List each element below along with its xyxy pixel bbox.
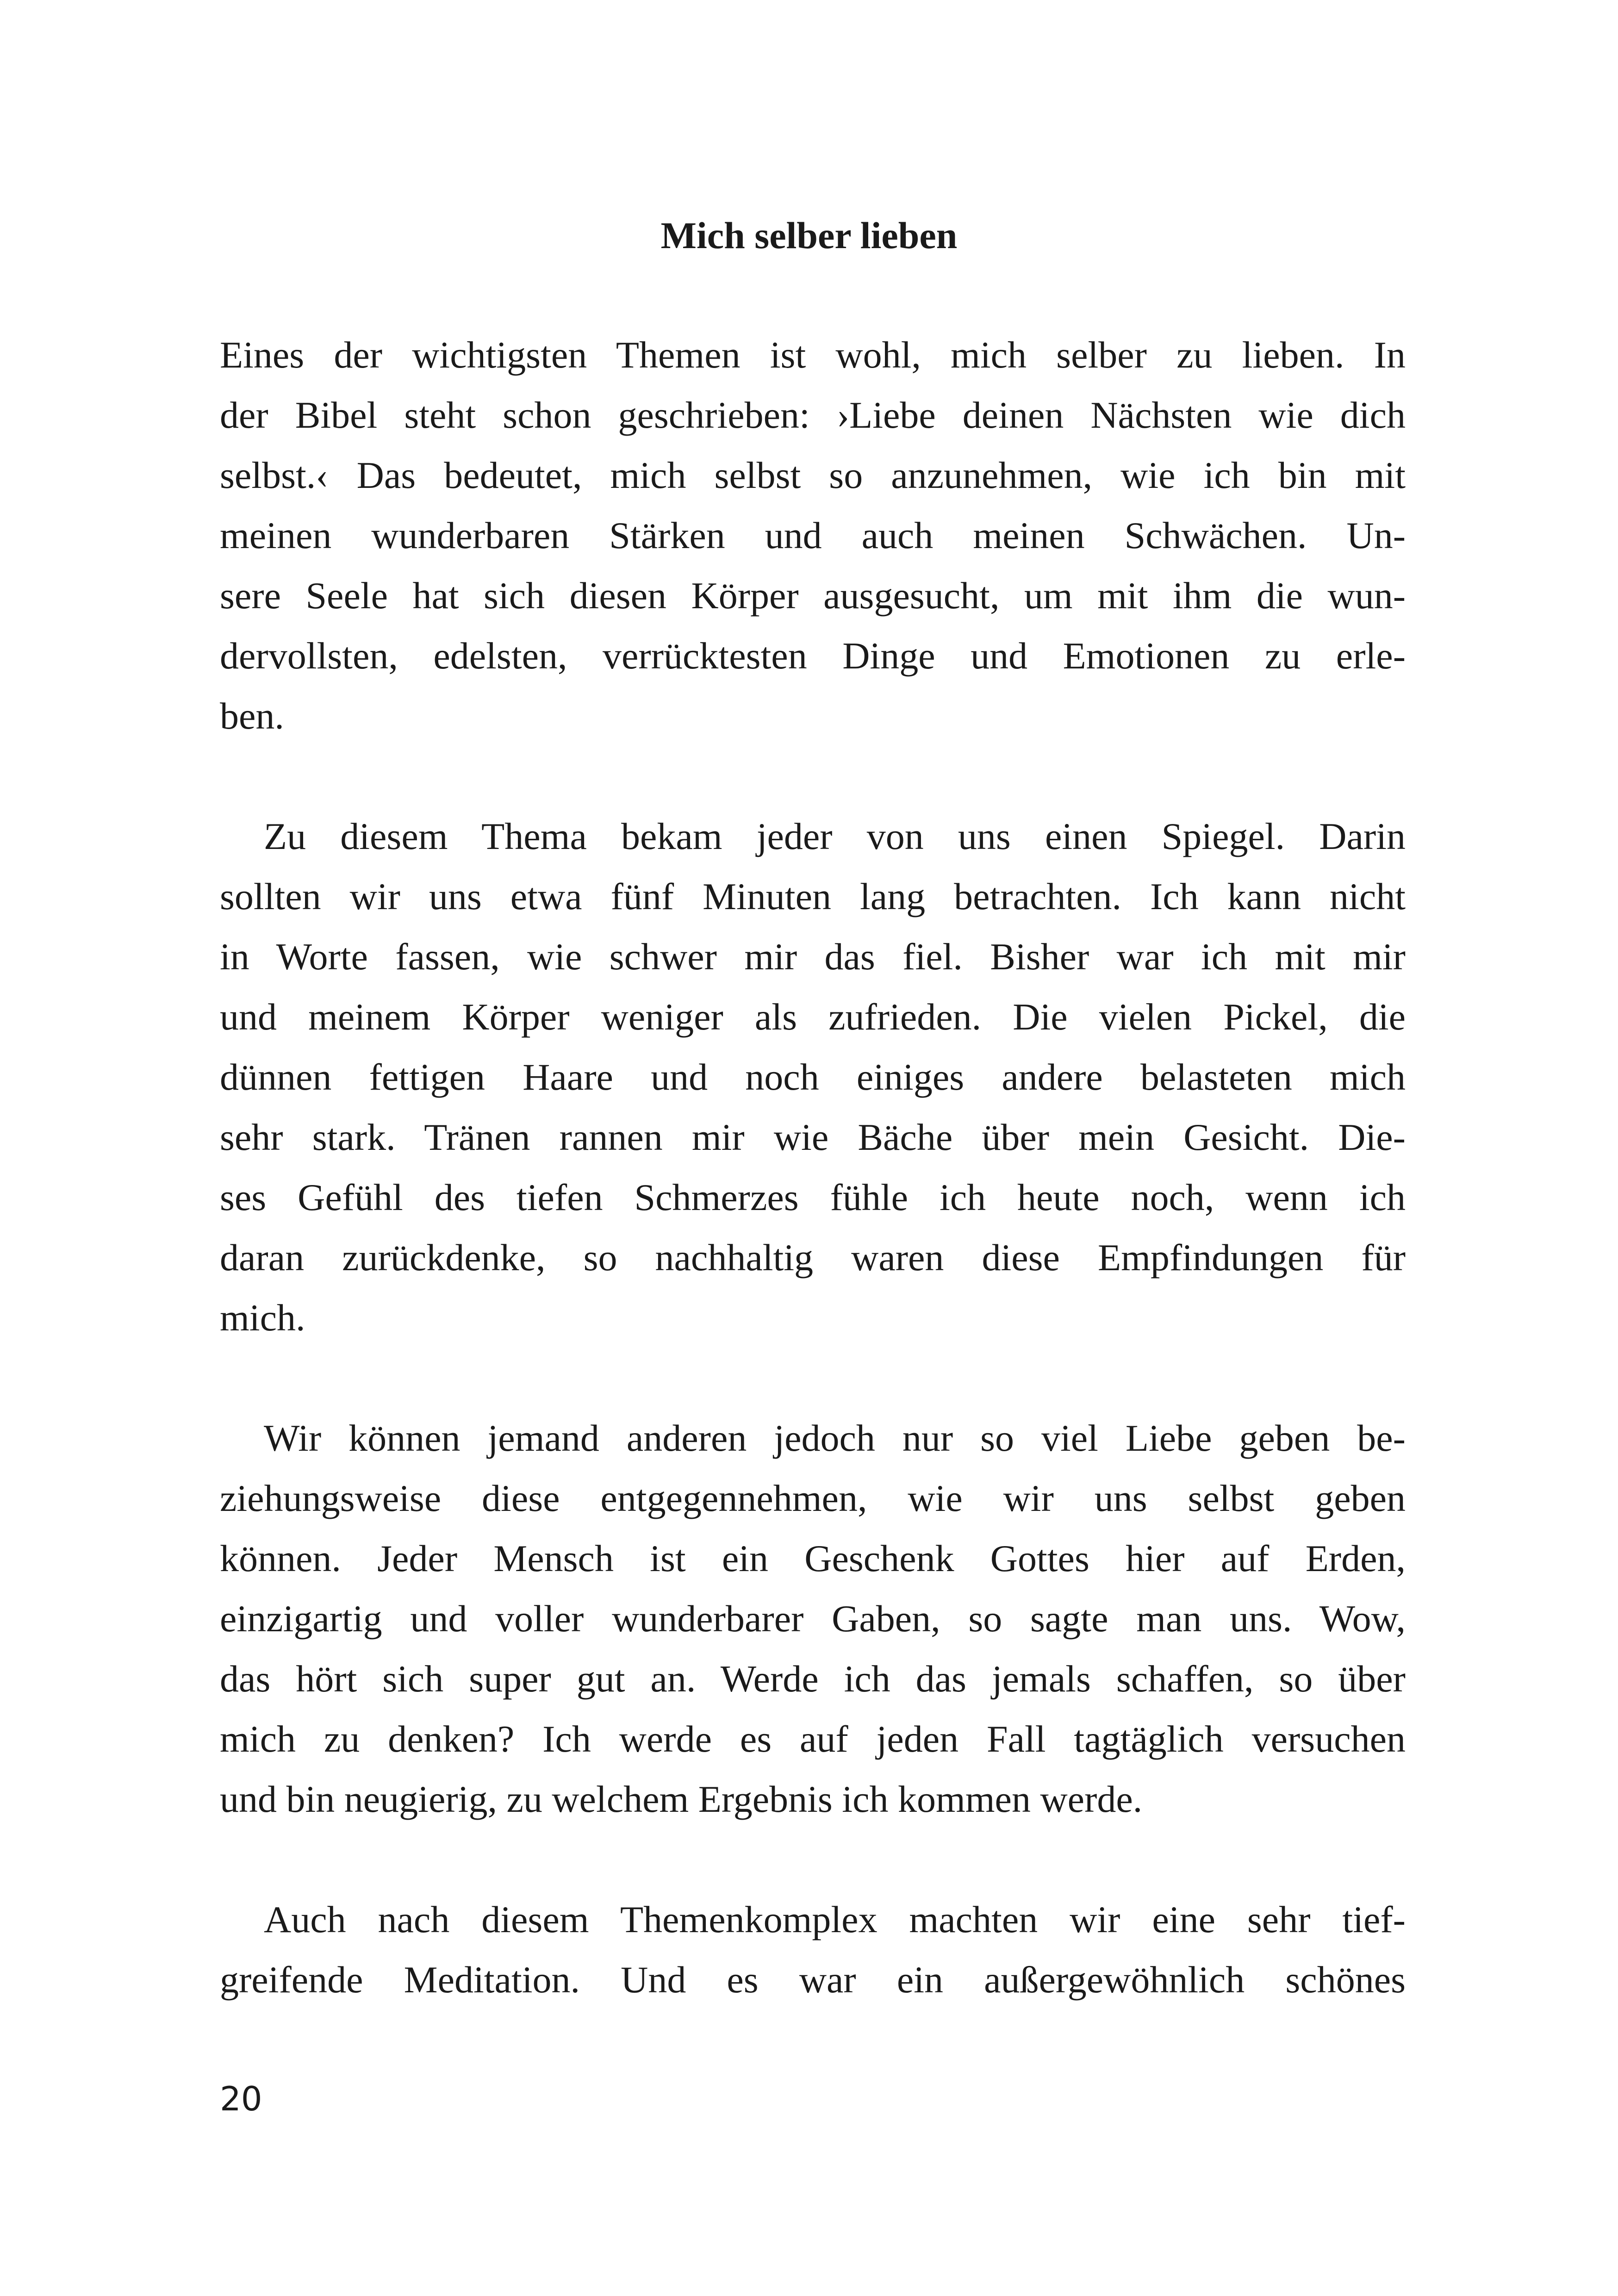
text-line: Auch nach diesem Themenkomplex machten wir eine sehr tief- <box>264 1898 1406 1940</box>
text-line: greifende Meditation. Und es war ein außergewöhnlich schönes <box>220 1959 1406 2001</box>
text-line: sere Seele hat sich diesen Körper ausgesucht, um mit ihm die wun- <box>220 574 1406 617</box>
text-line: ben. <box>220 695 284 737</box>
text-line: meinen wunderbaren Stärken und auch meinen Schwächen. Un- <box>220 514 1406 556</box>
text-line: daran zurückdenke, so nachhaltig waren diese Empfindungen für <box>220 1236 1406 1279</box>
text-line: und bin neugierig, zu welchem Ergebnis ich kommen werde. <box>220 1778 1143 1820</box>
text-line: dervollsten, edelsten, verrücktesten Dinge und Emotionen zu erle- <box>220 635 1406 677</box>
text-line: Zu diesem Thema bekam jeder von uns einen Spiegel. Darin <box>264 815 1406 857</box>
text-line: der Bibel steht schon geschrieben: ›Liebe deinen Nächsten wie dich <box>220 394 1406 436</box>
page-number: 20 <box>220 2079 262 2118</box>
text-line: mich. <box>220 1297 305 1339</box>
text-line: und meinem Körper weniger als zufrieden. Die vielen Pickel, die <box>220 996 1406 1038</box>
chapter-title: Mich selber lieben <box>660 214 958 256</box>
text-line: dünnen fettigen Haare und noch einiges andere belasteten mich <box>220 1056 1406 1098</box>
text-line: sollten wir uns etwa fünf Minuten lang betrachten. Ich kann nicht <box>220 875 1406 917</box>
text-line: sehr stark. Tränen rannen mir wie Bäche über mein Gesicht. Die- <box>220 1116 1406 1158</box>
text-line: das hört sich super gut an. Werde ich das jemals schaffen, so über <box>220 1658 1406 1700</box>
text-line: können. Jeder Mensch ist ein Geschenk Gottes hier auf Erden, <box>220 1537 1406 1579</box>
text-line: ses Gefühl des tiefen Schmerzes fühle ich heute noch, wenn ich <box>220 1176 1406 1218</box>
text-line: Eines der wichtigsten Themen ist wohl, mich selber zu lieben. In <box>220 334 1406 376</box>
text-line: selbst.‹ Das bedeutet, mich selbst so anzunehmen, wie ich bin mit <box>220 454 1406 496</box>
text-line: ziehungsweise diese entgegennehmen, wie wir uns selbst geben <box>220 1477 1406 1519</box>
text-line: Wir können jemand anderen jedoch nur so viel Liebe geben be- <box>264 1417 1406 1459</box>
text-line: in Worte fassen, wie schwer mir das fiel. Bisher war ich mit mir <box>220 936 1406 978</box>
text-line: mich zu denken? Ich werde es auf jeden Fall tagtäglich versuchen <box>220 1718 1406 1760</box>
text-line: einzigartig und voller wunderbarer Gaben, so sagte man uns. Wow, <box>220 1597 1406 1640</box>
